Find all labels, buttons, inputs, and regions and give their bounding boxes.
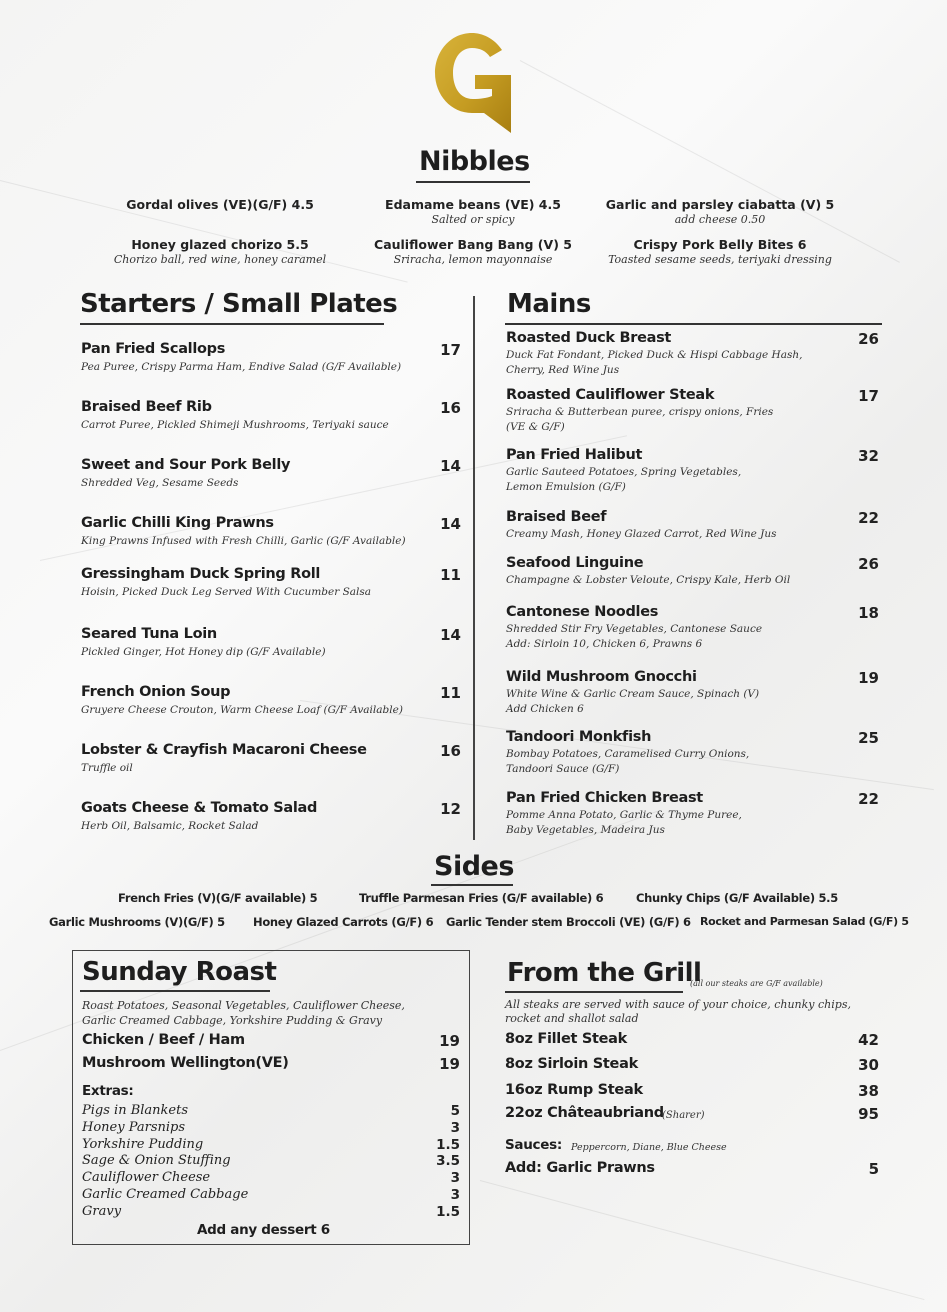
extra-price: 1.5 xyxy=(436,1203,460,1220)
grill-desc: rocket and shallot salad xyxy=(505,1012,639,1025)
roast-main-name: Mushroom Wellington(VE) xyxy=(82,1055,289,1071)
starter-price: 16 xyxy=(440,742,461,760)
starter-desc: Carrot Puree, Pickled Shimeji Mushrooms, Teriyaki sauce xyxy=(81,419,389,431)
starter-name: Pan Fried Scallops xyxy=(81,341,226,357)
main-desc: Cherry, Red Wine Jus xyxy=(506,364,620,376)
main-name: Roasted Duck Breast xyxy=(506,330,672,346)
nibble-item xyxy=(363,197,583,226)
starter-item xyxy=(81,800,441,834)
main-item xyxy=(506,447,836,495)
starter-name: French Onion Soup xyxy=(81,684,231,700)
logo-g-icon xyxy=(432,30,514,134)
roast-main-name: Chicken / Beef / Ham xyxy=(82,1032,245,1048)
starter-price: 14 xyxy=(440,515,461,533)
starter-desc: Hoisin, Picked Duck Leg Served With Cucumber Salsa xyxy=(81,586,372,598)
starter-item xyxy=(81,341,441,375)
starter-item xyxy=(81,742,441,776)
extra-name: Garlic Creamed Cabbage xyxy=(82,1187,249,1202)
side-item: Honey Glazed Carrots (G/F) 6 xyxy=(253,915,434,929)
restaurant-logo xyxy=(432,30,514,134)
nibble-name: Garlic and parsley ciabatta (V) 5 xyxy=(605,197,835,212)
starter-desc: Herb Oil, Balsamic, Rocket Salad xyxy=(81,820,259,832)
extra-name: Yorkshire Pudding xyxy=(82,1136,204,1152)
mains-underline xyxy=(505,323,882,325)
mains-title: Mains xyxy=(507,289,591,319)
main-name: Roasted Cauliflower Steak xyxy=(506,387,715,403)
starter-name: Seared Tuna Loin xyxy=(81,626,217,642)
starter-name: Goats Cheese & Tomato Salad xyxy=(81,800,318,816)
column-divider xyxy=(473,296,475,840)
starter-price: 16 xyxy=(440,399,461,417)
main-price: 22 xyxy=(858,790,879,808)
nibble-name: Edamame beans (VE) 4.5 xyxy=(385,197,561,212)
main-price: 32 xyxy=(858,447,879,465)
grill-underline xyxy=(505,991,683,993)
extra-name: Cauliflower Cheese xyxy=(82,1170,211,1186)
starter-item xyxy=(81,626,441,660)
extra-name: Honey Parsnips xyxy=(82,1119,186,1135)
main-name: Wild Mushroom Gnocchi xyxy=(506,669,697,685)
grill-item-price: 38 xyxy=(858,1082,879,1100)
roast-main-price: 19 xyxy=(439,1032,460,1050)
grill-item-price: 42 xyxy=(858,1031,879,1049)
sides-underline xyxy=(431,884,513,886)
marble-vein xyxy=(520,60,900,263)
main-desc: Lemon Emulsion (G/F) xyxy=(506,481,626,493)
nibble-name: Honey glazed chorizo 5.5 xyxy=(131,237,309,252)
starter-name: Garlic Chilli King Prawns xyxy=(81,515,274,531)
nibbles-underline xyxy=(416,181,530,183)
extra-price: 3 xyxy=(450,1119,460,1136)
side-item: Truffle Parmesan Fries (G/F available) 6 xyxy=(359,891,604,905)
main-item xyxy=(506,729,836,777)
main-price: 19 xyxy=(858,669,879,687)
main-desc: (VE & G/F) xyxy=(506,421,565,433)
extra-price: 3 xyxy=(450,1187,460,1203)
extra-price: 5 xyxy=(450,1103,460,1119)
main-price: 17 xyxy=(858,387,879,405)
side-item: Chunky Chips (G/F Available) 5.5 xyxy=(636,891,838,905)
nibbles-title: Nibbles xyxy=(419,146,530,177)
main-price: 25 xyxy=(858,729,879,747)
main-desc: Champagne & Lobster Veloute, Crispy Kale, Herb Oil xyxy=(506,574,791,586)
starter-item xyxy=(81,457,441,491)
starter-price: 11 xyxy=(440,566,461,584)
starters-underline xyxy=(80,323,384,325)
sides-title: Sides xyxy=(434,851,514,882)
starter-name: Lobster & Crayfish Macaroni Cheese xyxy=(81,742,367,758)
main-name: Braised Beef xyxy=(506,509,607,525)
starter-item xyxy=(81,399,441,433)
starter-price: 14 xyxy=(440,457,461,475)
starter-price: 11 xyxy=(440,684,461,702)
main-name: Tandoori Monkfish xyxy=(506,729,652,745)
nibble-item xyxy=(95,237,345,266)
starter-desc: Gruyere Cheese Crouton, Warm Cheese Loaf (G/F Available) xyxy=(81,704,403,716)
nibble-desc: Sriracha, lemon mayonnaise xyxy=(393,253,553,266)
starter-item xyxy=(81,515,441,549)
nibble-item xyxy=(590,197,850,226)
starter-name: Gressingham Duck Spring Roll xyxy=(81,566,321,582)
sunday-roast-underline xyxy=(80,990,270,992)
main-item xyxy=(506,790,836,838)
main-price: 26 xyxy=(858,555,879,573)
main-name: Seafood Linguine xyxy=(506,555,644,571)
nibble-desc: Chorizo ball, red wine, honey caramel xyxy=(113,253,327,266)
main-item xyxy=(506,604,836,652)
main-desc: Bombay Potatoes, Caramelised Curry Onions, xyxy=(506,748,750,760)
extra-name: Gravy xyxy=(82,1203,122,1219)
sunday-roast-title: Sunday Roast xyxy=(82,957,277,987)
extra-name: Sage & Onion Stuffing xyxy=(82,1153,231,1169)
main-item xyxy=(506,509,836,542)
starter-desc: Truffle oil xyxy=(81,762,133,774)
roast-main-price: 19 xyxy=(439,1055,460,1073)
main-item xyxy=(506,387,836,435)
nibble-item xyxy=(363,237,583,266)
grill-item-price: 95 xyxy=(858,1105,879,1123)
grill-item-price: 30 xyxy=(858,1056,879,1074)
marble-vein xyxy=(480,1180,925,1300)
add-garlic-prawns-price: 5 xyxy=(868,1160,879,1178)
main-desc: Garlic Sauteed Potatoes, Spring Vegetables, xyxy=(506,466,742,478)
grill-item-name: 8oz Sirloin Steak xyxy=(505,1056,638,1072)
starter-name: Sweet and Sour Pork Belly xyxy=(81,457,291,473)
starter-item xyxy=(81,566,441,600)
starter-item xyxy=(81,684,441,718)
side-item: Garlic Mushrooms (V)(G/F) 5 xyxy=(49,915,225,929)
main-desc: Add: Sirloin 10, Chicken 6, Prawns 6 xyxy=(506,638,703,650)
starter-price: 12 xyxy=(440,800,461,818)
starters-title: Starters / Small Plates xyxy=(80,289,398,319)
main-name: Pan Fried Chicken Breast xyxy=(506,790,703,806)
grill-item-name: 8oz Fillet Steak xyxy=(505,1031,628,1047)
main-desc: Duck Fat Fondant, Picked Duck & Hispi Cabbage Hash, xyxy=(506,349,803,361)
side-item: Garlic Tender stem Broccoli (VE) (G/F) 6 xyxy=(446,915,691,929)
main-item xyxy=(506,330,836,378)
starter-desc: Pea Puree, Crispy Parma Ham, Endive Salad (G/F Available) xyxy=(81,361,402,373)
grill-item-name: 16oz Rump Steak xyxy=(505,1082,643,1098)
add-garlic-prawns: Add: Garlic Prawns xyxy=(505,1160,655,1176)
sunday-roast-desc: Garlic Creamed Cabbage, Yorkshire Pudding & Gravy xyxy=(82,1014,383,1027)
main-desc: Pomme Anna Potato, Garlic & Thyme Puree, xyxy=(506,809,742,821)
main-desc: White Wine & Garlic Cream Sauce, Spinach (V) xyxy=(506,688,760,700)
starter-price: 14 xyxy=(440,626,461,644)
nibble-item xyxy=(590,237,850,266)
main-name: Cantonese Noodles xyxy=(506,604,659,620)
sunday-roast-desc: Roast Potatoes, Seasonal Vegetables, Cauliflower Cheese, xyxy=(82,999,405,1012)
starter-desc: Shredded Veg, Sesame Seeds xyxy=(81,477,239,489)
main-name: Pan Fried Halibut xyxy=(506,447,643,463)
grill-desc: All steaks are served with sauce of your choice, chunky chips, xyxy=(505,998,851,1011)
nibble-desc: add cheese 0.50 xyxy=(674,213,766,226)
extra-price: 3 xyxy=(450,1170,460,1187)
grill-note: (all our steaks are G/F available) xyxy=(690,979,823,988)
sauces-list: Peppercorn, Diane, Blue Cheese xyxy=(571,1142,727,1153)
extra-name: Pigs in Blankets xyxy=(82,1103,188,1118)
main-desc: Shredded Stir Fry Vegetables, Cantonese Sauce xyxy=(506,623,763,635)
main-item xyxy=(506,669,836,717)
add-dessert: Add any dessert 6 xyxy=(197,1222,330,1238)
nibble-desc: Toasted sesame seeds, teriyaki dressing xyxy=(608,253,832,266)
main-item xyxy=(506,555,836,588)
grill-title: From the Grill xyxy=(507,958,702,988)
side-item: Rocket and Parmesan Salad (G/F) 5 xyxy=(700,915,909,928)
grill-item-note: (Sharer) xyxy=(662,1110,705,1121)
nibble-desc: Salted or spicy xyxy=(431,213,515,226)
main-desc: Tandoori Sauce (G/F) xyxy=(506,763,620,775)
extra-price: 3.5 xyxy=(436,1153,460,1170)
starter-price: 17 xyxy=(440,341,461,359)
starter-desc: King Prawns Infused with Fresh Chilli, Garlic (G/F Available) xyxy=(81,535,406,547)
starter-name: Braised Beef Rib xyxy=(81,399,212,415)
main-desc: Sriracha & Butterbean puree, crispy onions, Fries xyxy=(506,406,774,418)
extra-price: 1.5 xyxy=(436,1136,460,1153)
main-price: 18 xyxy=(858,604,879,622)
nibble-name: Gordal olives (VE)(G/F) 4.5 xyxy=(126,197,314,212)
main-price: 26 xyxy=(858,330,879,348)
nibble-name: Crispy Pork Belly Bites 6 xyxy=(633,237,807,252)
grill-item-name: 22oz Châteaubriand xyxy=(505,1105,664,1121)
extras-title: Extras: xyxy=(82,1083,134,1099)
marble-vein xyxy=(0,180,408,283)
sauces-label: Sauces: xyxy=(505,1137,562,1153)
side-item: French Fries (V)(G/F available) 5 xyxy=(118,891,318,905)
nibble-item xyxy=(110,197,330,212)
main-desc: Creamy Mash, Honey Glazed Carrot, Red Wine Jus xyxy=(506,528,777,540)
main-price: 22 xyxy=(858,509,879,527)
main-desc: Baby Vegetables, Madeira Jus xyxy=(506,824,665,836)
nibble-name: Cauliflower Bang Bang (V) 5 xyxy=(374,237,572,252)
starter-desc: Pickled Ginger, Hot Honey dip (G/F Available) xyxy=(81,646,326,658)
main-desc: Add Chicken 6 xyxy=(506,703,584,715)
